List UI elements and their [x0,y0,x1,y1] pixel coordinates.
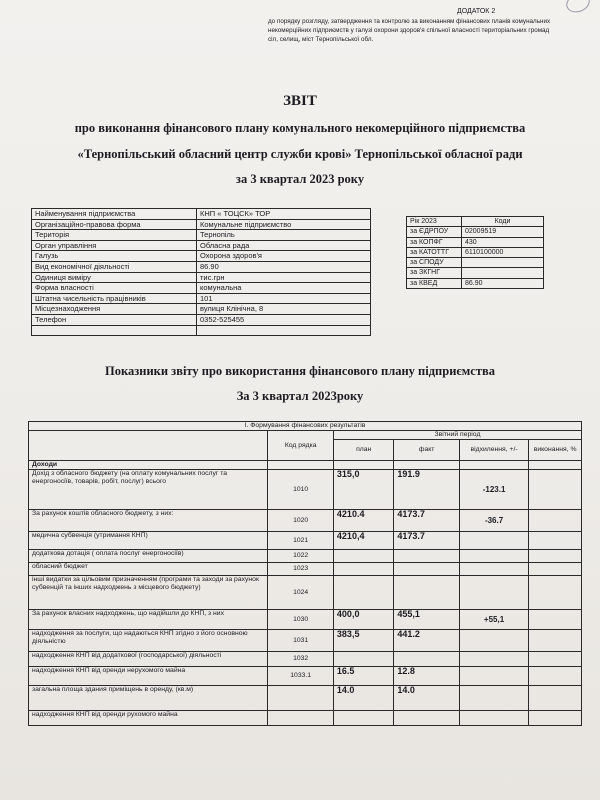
row-name: Дохід з обласного бюджету (на оплату комунальних послуг та енергоносіїв, товарів, робіт, послуг) всього [29,470,268,510]
table-row [29,510,582,532]
row-code: 1030 [268,610,334,630]
row-plan: 16.5 [333,667,393,686]
row-plan: 400,0 [333,610,393,630]
row-plan [333,563,393,576]
report-period: за 3 квартал 2023 року [235,172,365,186]
info-label: Орган управління [32,240,197,251]
row-name: надходження за послуги, що надаються КНП згідно з його основною діяльністю [29,630,268,652]
info-row [32,272,371,283]
report-title-line2: «Тернопільський обласний центр служби крові» Тернопільської обласної ради [77,147,523,161]
row-deviation: +55,1 [459,610,528,630]
code-value [462,268,544,278]
table-row [29,711,582,726]
info-value: комунальна [197,283,371,294]
handwritten-mark [564,0,593,16]
section-subtitle: За 3 квартал 2023року [236,389,364,403]
code-value: 02009519 [462,227,544,237]
row-execution [529,610,582,630]
row-name: надходження КНП від оренди нерухомого майна [29,667,268,686]
codes-year: Рік 2023 [407,217,462,227]
info-label: Штатна чисельність працівників [32,293,197,304]
row-code: 1032 [268,652,334,667]
info-value: 0352-525455 [197,314,371,325]
info-label: Форма власності [32,283,197,294]
row-deviation [459,576,528,610]
codes-row [407,227,544,237]
header-period: Звітний період [333,431,581,440]
row-execution [529,667,582,686]
row-execution [529,470,582,510]
info-label: Територія [32,230,197,241]
row-deviation [459,550,528,563]
row-name: інші видатки за цільовим призначенням (програми та заходи за рахунок субвенцій та інших надходжень з місцевого бюджету) [29,576,268,610]
row-execution [529,563,582,576]
info-row [32,209,371,220]
row-code: 1022 [268,550,334,563]
row-code: 1010 [268,470,334,510]
info-value: 86.90 [197,261,371,272]
row-code: 1021 [268,532,334,550]
code-value: 430 [462,237,544,247]
row-deviation [459,667,528,686]
row-code: 1033.1 [268,667,334,686]
row-code: 1023 [268,563,334,576]
row-plan: 14.0 [333,686,393,711]
row-name: обласний бюджет [29,563,268,576]
row-code: 1020 [268,510,334,532]
codes-row [407,278,544,288]
info-value: Охорона здоров'я [197,251,371,262]
info-row [32,261,371,272]
code-value: 86.90 [462,278,544,288]
table-row [29,610,582,630]
codes-table [406,216,544,289]
header-code: Код рядка [268,431,334,461]
code-label: за СПОДУ [407,258,462,268]
row-plan: 315,0 [333,470,393,510]
header-plan: план [333,440,393,461]
row-execution [529,652,582,667]
row-fact [394,711,460,726]
info-label: Одиниця виміру [32,272,197,283]
info-value: Комунальне підприємство [197,219,371,230]
info-label: Найменування підприємства [32,209,197,220]
info-row [32,251,371,262]
row-name: За рахунок коштів обласного бюджету, з них: [29,510,268,532]
row-name: медична субвенція (утримання КНП) [29,532,268,550]
table-row [29,470,582,510]
info-row [32,283,371,294]
info-label: Телефон [32,314,197,325]
info-value: Тернопіль [197,230,371,241]
row-code: 1024 [268,576,334,610]
report-heading: ЗВІТ [283,93,317,109]
row-deviation [459,711,528,726]
info-value: Обласна рада [197,240,371,251]
table-row [29,686,582,711]
row-fact [394,550,460,563]
code-value [462,258,544,268]
header-execution: виконання, % [529,440,582,461]
info-row [32,325,371,336]
table-row [29,550,582,563]
table-row [29,667,582,686]
info-value [197,325,371,336]
row-plan: 383,5 [333,630,393,652]
row-fact: 191.9 [394,470,460,510]
financial-results-table [28,421,582,726]
table-row [29,576,582,610]
code-label: за КАТОТТГ [407,247,462,257]
table-row [29,563,582,576]
code-value: 6110100000 [462,247,544,257]
info-row [32,240,371,251]
row-fact: 14.0 [394,686,460,711]
info-label: Галузь [32,251,197,262]
row-execution [529,550,582,563]
info-label: Вид економічної діяльності [32,261,197,272]
row-deviation [459,652,528,667]
info-row [32,304,371,315]
info-row [32,230,371,241]
row-name: За рахунок власних надходжень, що надійшли до КНП, з них [29,610,268,630]
row-fact: 455,1 [394,610,460,630]
row-execution [529,686,582,711]
codes-header: Коди [462,217,544,227]
enterprise-info-table [31,208,371,336]
section-header: I. Формування фінансових результатів [29,422,582,431]
info-value: 101 [197,293,371,304]
row-execution [529,576,582,610]
row-deviation [459,532,528,550]
row-name: надходження КНП від додаткової (господарської) діяльності [29,652,268,667]
row-code: 1031 [268,630,334,652]
header-deviation: відхилення, +/- [459,440,528,461]
info-row [32,293,371,304]
info-row [32,219,371,230]
header-indicator [29,431,268,461]
info-label: Організаційно-правова форма [32,219,197,230]
row-code [268,711,334,726]
row-fact [394,652,460,667]
row-name: додаткова дотація ( оплата послуг енергоносіїв) [29,550,268,563]
report-title-line1: про виконання фінансового плану комунального некомерційного підприємства [74,121,526,135]
row-deviation: -123.1 [459,470,528,510]
row-deviation: -36.7 [459,510,528,532]
row-execution [529,532,582,550]
info-value: КНП « ТОЦСК» ТОР [197,209,371,220]
codes-row [407,237,544,247]
row-plan [333,576,393,610]
row-plan: 4210.4 [333,510,393,532]
appendix-description: до порядку розгляду, затвердження та контролю за виконанням фінансових планів комунальних некомерційних підприємств у галузі охорони здоров'я спільної власності територіальних громад сіл, селищ, міст Тернопільської обл. [268,18,551,43]
row-execution [529,630,582,652]
code-label: за КОПФГ [407,237,462,247]
codes-header-row [407,217,544,227]
row-deviation [459,686,528,711]
info-label [32,325,197,336]
row-fact: 12.8 [394,667,460,686]
row-name: загальна площа здания приміщень в оренду, (кв.м) [29,686,268,711]
info-value: тис.грн [197,272,371,283]
header-fact: факт [394,440,460,461]
table-row [29,652,582,667]
row-execution [529,510,582,532]
row-plan [333,652,393,667]
row-plan [333,550,393,563]
row-plan: 4210,4 [333,532,393,550]
code-label: за ЗКГНГ [407,268,462,278]
codes-row [407,258,544,268]
row-name: надходження КНП від оренди рухомого майна [29,711,268,726]
info-label: Місцезнаходження [32,304,197,315]
row-plan [333,711,393,726]
row-fact [394,576,460,610]
code-label: за ЄДРПОУ [407,227,462,237]
codes-row [407,268,544,278]
row-deviation [459,563,528,576]
codes-row [407,247,544,257]
code-label: за КВЕД [407,278,462,288]
info-row [32,314,371,325]
row-code [268,686,334,711]
section-title: Показники звіту про використання фінансового плану підприємства [104,364,495,378]
row-fact: 4173.7 [394,532,460,550]
group-label: Доходи [29,461,268,470]
table-row [29,532,582,550]
row-fact: 441.2 [394,630,460,652]
row-fact [394,563,460,576]
row-deviation [459,630,528,652]
info-value: вулиця Клінічна, 8 [197,304,371,315]
row-execution [529,711,582,726]
table-row [29,630,582,652]
row-fact: 4173.7 [394,510,460,532]
appendix-label: ДОДАТОК 2 [457,8,496,15]
